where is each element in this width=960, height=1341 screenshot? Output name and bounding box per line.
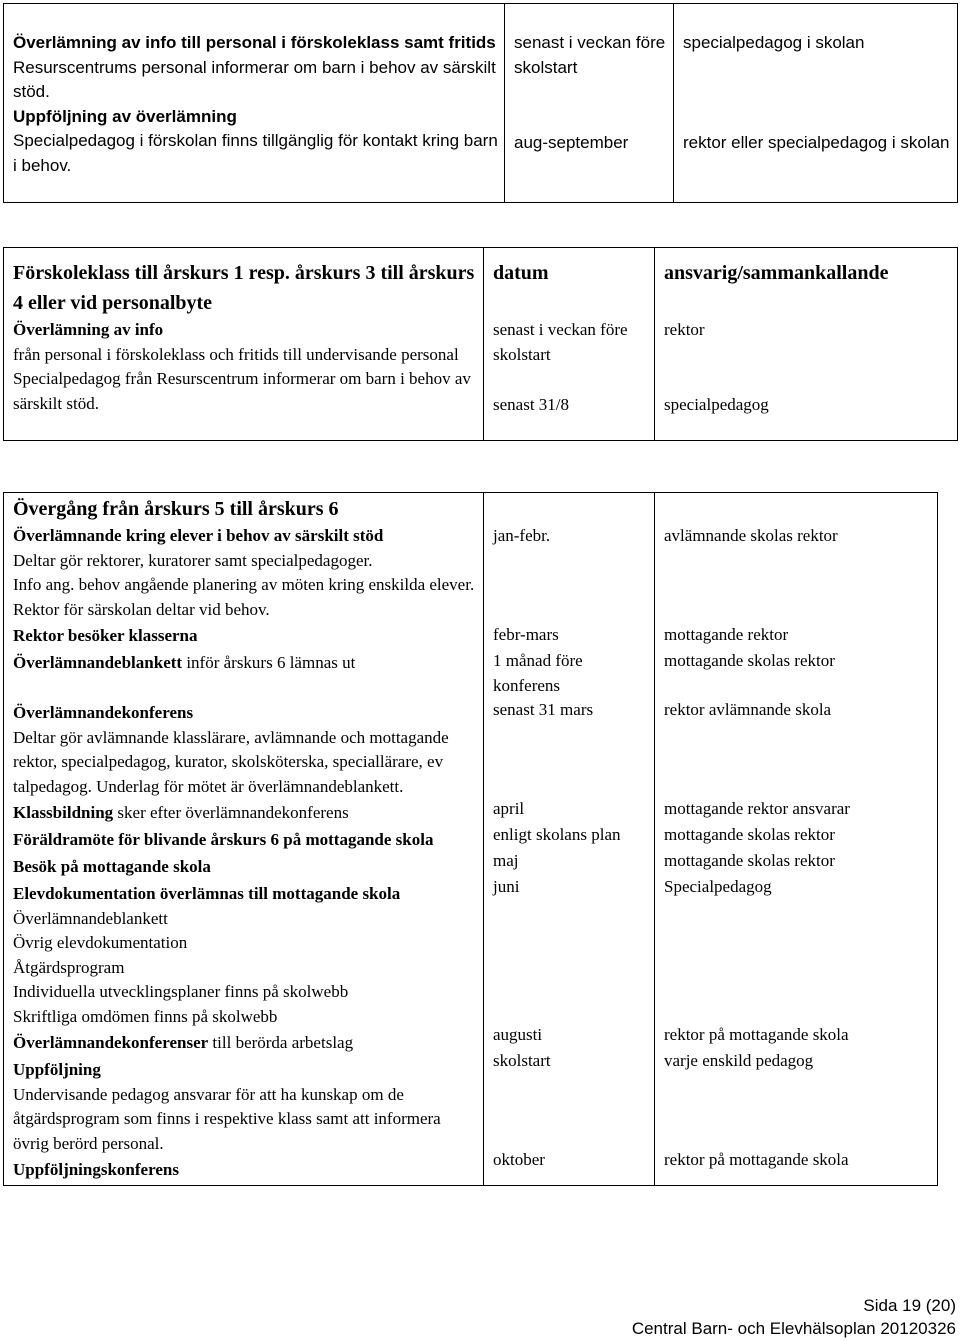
table3-activity-bold: Elevdokumentation överlämnas till mottagande skola	[13, 884, 401, 903]
table3-activity-line	[13, 1158, 479, 1183]
table3-activity-bold: Rektor besöker klasserna	[13, 626, 198, 645]
table3-activity-text: inför årskurs 6 lämnas ut	[182, 653, 356, 672]
table3-activity-bold: Överlämnandekonferenser	[13, 1033, 209, 1052]
table2-item2-when: senast 31/8	[493, 395, 570, 414]
table3-who: varje enskild pedagog	[664, 1051, 814, 1070]
table3-activity-line	[13, 1058, 479, 1083]
table3-when: enligt skolans plan	[493, 825, 621, 844]
table-forskoleklass	[3, 247, 958, 441]
table3-activity-text: Åtgärdsprogram	[13, 957, 125, 977]
table3-when: juni	[493, 877, 520, 896]
table3-activity-line	[13, 651, 479, 676]
table3-when: jan-febr.	[493, 526, 551, 545]
table3-when: oktober	[493, 1150, 545, 1169]
table3-activity-line	[13, 1083, 479, 1157]
table3-who: mottagande skolas rektor	[664, 825, 835, 844]
table3-who: mottagande rektor ansvarar	[664, 799, 850, 818]
table3-mid-cell	[484, 493, 655, 1186]
table3-activity-line	[13, 1005, 479, 1030]
table3-activity-text: Deltar gör rektorer, kuratorer samt specialpedagoger.	[13, 550, 373, 570]
table3-activity-line	[13, 726, 479, 800]
table2-mid-cell	[484, 248, 655, 441]
table3-activity-bold: Överlämnandeblankett	[13, 653, 183, 672]
table3-activity-bold: Uppföljning	[13, 1060, 101, 1079]
table3-activity-bold: Uppföljningskonferens	[13, 1160, 179, 1179]
table2-heading: Förskoleklass till årskurs 1 resp. årskurs 3 till årskurs 4 eller vid personalbyte	[13, 262, 475, 314]
table3-who: rektor avlämnande skola	[664, 700, 832, 719]
table3-activity	[13, 701, 479, 801]
page-number: Sida 19 (20)	[863, 1296, 956, 1315]
table3-activity	[13, 801, 479, 828]
table3-when: febr-mars	[493, 625, 559, 644]
table3-right-cell	[655, 493, 938, 1186]
table3-who: avlämnande skolas rektor	[664, 526, 838, 545]
table3-when: senast 31 mars	[493, 700, 594, 719]
table3-activity	[13, 855, 479, 882]
table3-when: augusti	[493, 1025, 543, 1044]
table3-when-list	[493, 524, 650, 1174]
table1-heading2: Uppföljning av överlämning	[13, 106, 237, 126]
table3-activity-line	[13, 956, 479, 981]
table3-who-list	[664, 524, 933, 1174]
table3-activity-line	[13, 828, 479, 853]
table3-activity-text: sker efter överlämnandekonferens	[113, 803, 349, 822]
table1-mid-cell	[505, 4, 674, 203]
table3-who: rektor på mottagande skola	[664, 1150, 849, 1169]
table2-right-cell	[655, 248, 958, 441]
table2-item1-who: rektor	[664, 320, 705, 339]
table3-activity-line	[13, 855, 479, 880]
table3-activity-line	[13, 882, 479, 907]
table3-when: skolstart	[493, 1051, 551, 1070]
table3-activity-text: Deltar gör avlämnande klasslärare, avlämnande och mottagande rektor, specialpedagog, kurator, skolsköterska, speciallärare, ev talpedagog. Underlag för mötet är överlämnandeblankett.	[13, 727, 449, 796]
table3-activity-line	[13, 524, 479, 549]
table1-heading1: Överlämning av info till personal i förskoleklass samt fritids	[13, 33, 496, 52]
table1-text2: Specialpedagog i förskolan finns tillgänglig för kontakt kring barn i behov.	[13, 131, 498, 175]
table3-heading: Övergång från årskurs 5 till årskurs 6	[13, 498, 339, 520]
table3-activity-text: Info ang. behov angående planering av möten kring enskilda elever. Rektor för särskolan deltar vid behov.	[13, 575, 475, 619]
document-title: Central Barn- och Elevhälsoplan 20120326	[631, 1319, 956, 1338]
table1-text1: Resurscentrums personal informerar om barn i behov av särskilt stöd.	[13, 57, 496, 101]
table3-who: mottagande rektor	[664, 625, 789, 644]
table1-left-cell	[4, 4, 505, 203]
table3-who: mottagande skolas rektor	[664, 851, 835, 870]
table3-activity	[13, 524, 479, 624]
table3-activity	[13, 882, 479, 1031]
table3-activity-line	[13, 907, 479, 932]
table3-when: maj	[493, 851, 519, 870]
table3-activity-line	[13, 549, 479, 574]
table2-item1-title: Överlämning av info	[13, 320, 164, 339]
table3-activity-line	[13, 1031, 479, 1056]
table3-activity-text: Undervisande pedagog ansvarar för att ha kunskap om de åtgärdsprogram som finns i respektive klass samt att informera övrig berörd personal.	[13, 1084, 441, 1153]
table3-activity-line	[13, 624, 479, 649]
table2-item1-text: från personal i förskoleklass och fritids till undervisande personal	[13, 344, 459, 364]
table3-who: mottagande skolas rektor	[664, 651, 835, 670]
table3-activity-line	[13, 573, 479, 622]
table3-activity-line	[13, 801, 479, 826]
table2-item1-when: senast i veckan före skolstart	[493, 320, 628, 364]
table2-col-ansvarig: ansvarig/sammankallande	[664, 262, 889, 284]
table3-activity-bold: Överlämnandekonferens	[13, 703, 194, 722]
table2-left-cell	[4, 248, 484, 441]
table3-activity-text: Individuella utvecklingsplaner finns på skolwebb	[13, 982, 349, 1001]
table3-activity	[13, 1158, 479, 1185]
table3-left-cell	[4, 493, 484, 1186]
table3-activity	[13, 651, 479, 701]
table2-col-datum: datum	[493, 262, 549, 284]
table3-activity	[13, 1031, 479, 1058]
table3-activity-bold: Klassbildning	[13, 803, 114, 822]
table3-activity	[13, 624, 479, 651]
table3-activity-bold: Föräldramöte för blivande årskurs 6 på mottagande skola	[13, 830, 434, 849]
table3-activity-text: Övrig elevdokumentation	[13, 933, 188, 952]
table3-activity-bold: Överlämnande kring elever i behov av särskilt stöd	[13, 526, 384, 545]
table3-activity-list	[13, 524, 479, 1185]
table-overgang-ak5-ak6	[3, 492, 938, 1186]
table3-who: rektor på mottagande skola	[664, 1025, 849, 1044]
table3-activity-line	[13, 980, 479, 1005]
table2-item2-who: specialpedagog	[664, 395, 769, 414]
table3-activity	[13, 1058, 479, 1158]
table1-who2: rektor eller specialpedagog i skolan	[683, 133, 950, 152]
table1-who1: specialpedagog i skolan	[683, 33, 865, 52]
table3-activity	[13, 828, 479, 855]
table3-activity-line	[13, 701, 479, 726]
table1-right-cell	[674, 4, 958, 203]
table-overlamning-forskola	[3, 3, 958, 203]
table1-when2: aug-september	[514, 133, 629, 152]
table3-when: 1 månad före konferens	[493, 651, 583, 695]
table3-activity-text: till berörda arbetslag	[208, 1033, 354, 1052]
table3-who: Specialpedagog	[664, 877, 772, 896]
table3-activity-text: Överlämnandeblankett	[13, 908, 168, 928]
table3-activity-bold: Besök på mottagande skola	[13, 857, 211, 876]
table3-activity-line	[13, 931, 479, 956]
table2-item2-text: Specialpedagog från Resurscentrum informerar om barn i behov av särskilt stöd.	[13, 369, 471, 413]
table3-when: april	[493, 799, 525, 818]
table1-when1: senast i veckan före skolstart	[514, 33, 666, 77]
table3-activity-text: Skriftliga omdömen finns på skolwebb	[13, 1006, 278, 1026]
